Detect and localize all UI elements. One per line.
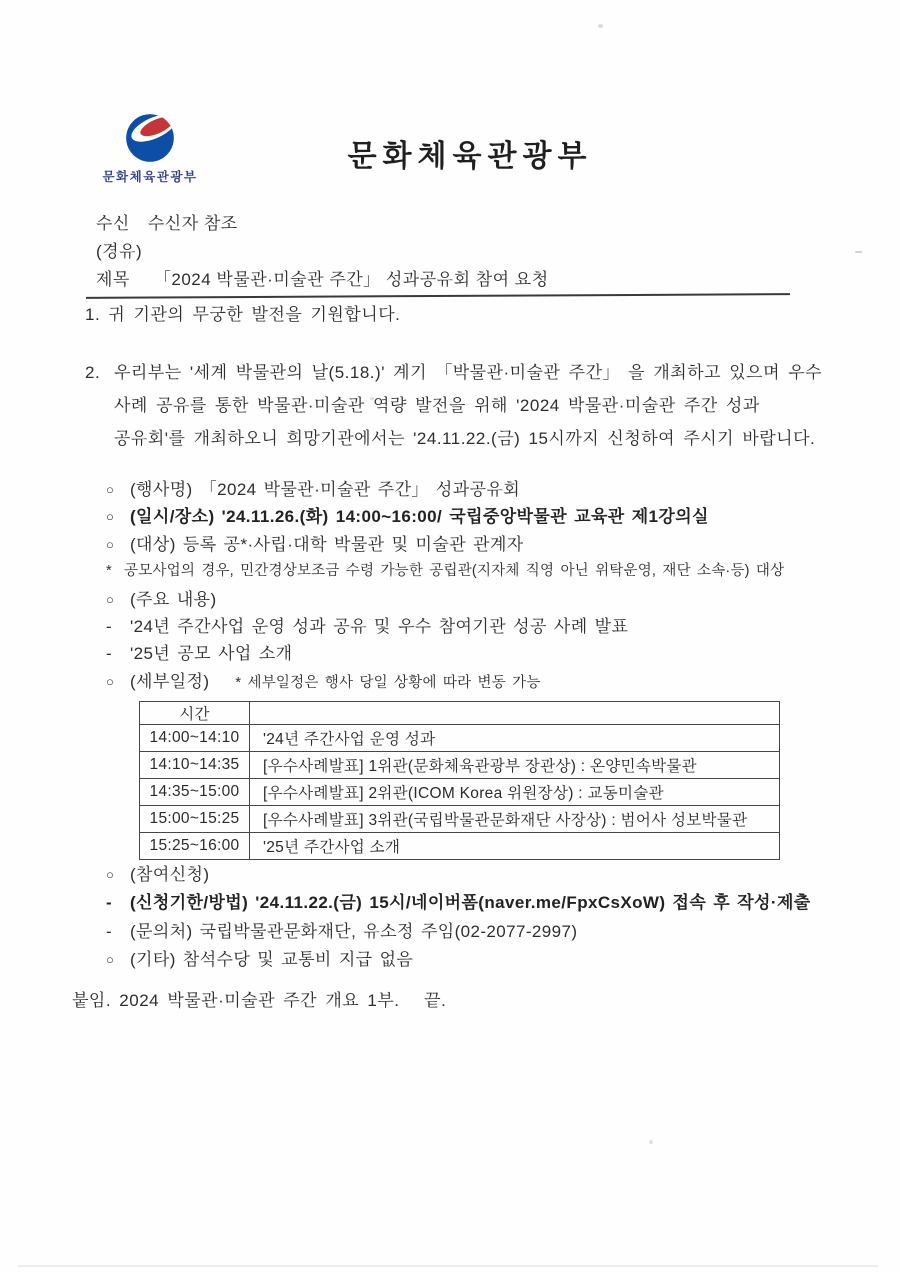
intro-line: 사례 공유를 통한 박물관·미술관 역량 발전을 위해 '2024 박물관·미술관 주간 성과 [114, 396, 760, 415]
circle-bullet-icon: ○ [106, 536, 115, 552]
event-details-list [106, 476, 784, 695]
intro-line: 우리부는 '세계 박물관의 날(5.18.)' 계기 「박물관·미술관 주간」 을 개최하고 있으며 우수 [114, 363, 823, 382]
scan-artifact [649, 1140, 653, 1144]
list-item [106, 503, 784, 530]
circle-bullet-icon: ○ [106, 482, 115, 497]
list-item [106, 918, 811, 946]
subject-label: 제목 [96, 270, 130, 289]
document-title: 문화체육관광부 [347, 140, 593, 173]
subject-line [96, 266, 549, 294]
event-name: (행사명) 「2024 박물관·미술관 주간」 성과공유회 [130, 480, 521, 499]
dash-bullet-icon: - [106, 644, 113, 664]
list-item [106, 640, 784, 667]
table-row [140, 725, 780, 752]
scan-artifact [18, 1265, 878, 1267]
circle-bullet-icon: ○ [106, 951, 115, 967]
intro-paragraph [85, 356, 822, 455]
table-header-row [140, 702, 780, 725]
recipient-label: 수신 [96, 214, 130, 233]
logo-caption: 문화체육관광부 [102, 170, 198, 184]
etc-info: (기타) 참석수당 및 교통비 지급 없음 [130, 949, 414, 969]
dash-bullet-icon: - [106, 893, 113, 913]
list-item [106, 613, 784, 640]
table-row [140, 752, 780, 779]
dash-bullet-icon: - [106, 921, 113, 941]
document-meta [96, 210, 549, 294]
time-cell: 14:35~15:00 [140, 779, 250, 806]
scan-artifact [855, 251, 862, 253]
application-heading: (참여신청) [130, 865, 210, 884]
paragraph-number: 2. [85, 363, 101, 382]
item-cell: '25년 주간사업 소개 [250, 833, 780, 860]
time-cell: 14:00~14:10 [140, 725, 250, 752]
table-row [140, 779, 780, 806]
main-content-heading: (주요 내용) [130, 589, 217, 609]
via-line: (경유) [96, 242, 143, 261]
list-item [106, 476, 784, 503]
dash-bullet-icon: - [106, 616, 113, 636]
content-item: '25년 공모 사업 소개 [130, 644, 293, 664]
table-row [140, 833, 780, 860]
circle-bullet-icon: ○ [106, 591, 115, 607]
item-cell: [우수사례발표] 1위관(문화체육관광부 장관상) : 온양민속박물관 [250, 752, 780, 779]
circle-bullet-icon: ○ [106, 673, 115, 689]
circle-bullet-icon: ○ [106, 867, 115, 882]
event-target: (대상) 등록 공*·사립·대학 박물관 및 미술관 관계자 [130, 534, 524, 554]
list-item [106, 946, 811, 974]
application-list [106, 861, 811, 974]
schedule-note: * 세부일정은 행사 당일 상황에 따라 변동 가능 [235, 674, 541, 691]
attachment-closing-line: 붙임. 2024 박물관·미술관 주간 개요 1부. 끝. [72, 991, 447, 1010]
list-item-footnote [106, 558, 784, 585]
table-row [140, 806, 780, 833]
list-item [106, 861, 811, 889]
schedule-heading: (세부일정) [130, 671, 210, 691]
time-cell: 15:25~16:00 [140, 833, 250, 860]
intro-line: 공유회'를 개최하오니 희망기관에서는 '24.11.22.(금) 15시까지 신청하여 주시기 바랍니다. [114, 429, 816, 448]
list-item [106, 531, 784, 558]
circle-bullet-icon: ○ [106, 509, 115, 525]
item-column-header [250, 702, 780, 725]
list-item [106, 668, 784, 695]
content-item: '24년 주간사업 운영 성과 공유 및 우수 참여기관 성공 사례 발표 [130, 616, 629, 636]
greeting-paragraph: 1. 귀 기관의 무궁한 발전을 기원합니다. [85, 305, 401, 324]
item-cell: [우수사례발표] 2위관(ICOM Korea 위원장상) : 교동미술관 [250, 779, 780, 806]
asterisk-icon: * [106, 563, 112, 580]
time-cell: 15:00~15:25 [140, 806, 250, 833]
time-column-header: 시간 [140, 702, 250, 725]
subject-value: 「2024 박물관·미술관 주간」 성과공유회 참여 요청 [153, 270, 549, 289]
schedule-table [139, 701, 780, 860]
list-item [106, 889, 811, 917]
application-deadline: (신청기한/방법) '24.11.22.(금) 15시/네이버폼(naver.me/FpxCsXoW) 접속 후 작성·제출 [130, 893, 811, 913]
recipient-line [96, 210, 549, 238]
time-cell: 14:10~14:35 [140, 752, 250, 779]
recipient-value: 수신자 참조 [147, 214, 238, 233]
list-item [106, 586, 784, 613]
scan-artifact [598, 24, 603, 28]
event-datetime-place: (일시/장소) '24.11.26.(화) 14:00~16:00/ 국립중앙박물관 교육관 제1강의실 [130, 507, 709, 527]
contact-info: (문의처) 국립박물관문화재단, 유소정 주임(02-2077-2997) [130, 921, 578, 941]
divider-line [86, 293, 790, 299]
item-cell: '24년 주간사업 운영 성과 [250, 725, 780, 752]
target-footnote: 공모사업의 경우, 민간경상보조금 수령 가능한 공립관(지자체 직영 아닌 위탁운영, 재단 소속·등) 대상 [124, 563, 785, 580]
item-cell: [우수사례발표] 3위관(국립박물관문화재단 사장상) : 범어사 성보박물관 [250, 806, 780, 833]
